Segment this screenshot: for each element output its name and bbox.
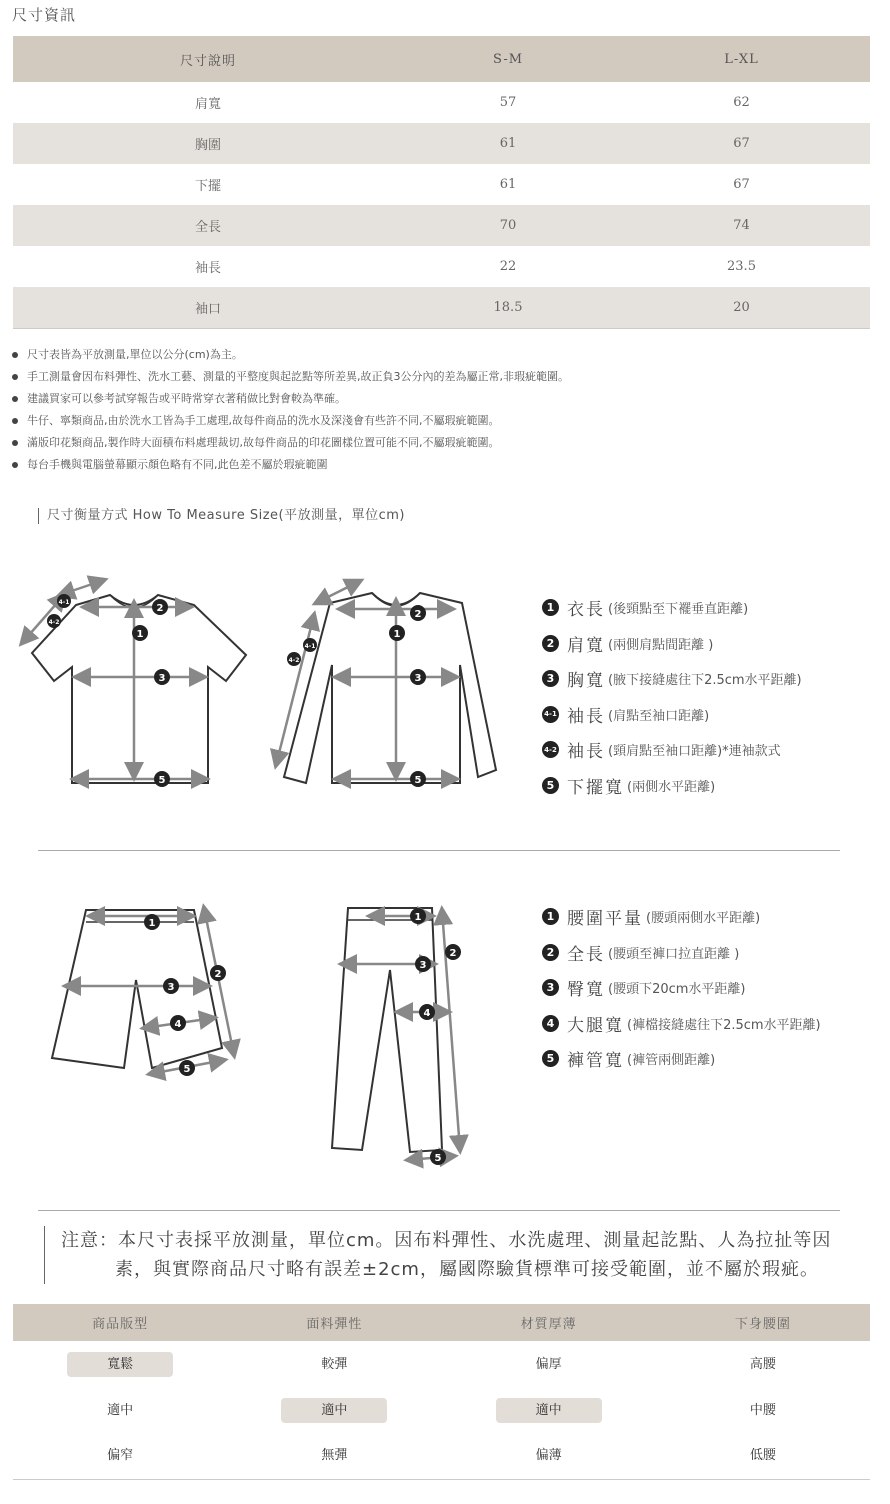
fit-option-selected: 寬鬆	[67, 1352, 173, 1377]
size-row-lxl: 74	[613, 205, 870, 246]
table-row	[13, 205, 870, 246]
shorts-diagram	[44, 900, 254, 1085]
page-title: 尺寸資訊	[12, 6, 77, 24]
attribute-cell	[227, 1387, 441, 1433]
legend-marker: 5	[542, 777, 559, 794]
legend-desc: (腋下接縫處往下2.5cm水平距離)	[608, 673, 802, 689]
attribute-table	[13, 1304, 870, 1480]
legend-marker: 2	[542, 944, 559, 961]
attribute-cell	[442, 1433, 656, 1479]
marker-3: 3	[414, 673, 422, 684]
table-row	[13, 123, 870, 164]
legend-item	[542, 590, 802, 626]
top-legend	[542, 590, 802, 803]
legend-item	[542, 626, 802, 662]
notice	[44, 1226, 844, 1284]
legend-name: 胸寬	[567, 671, 605, 692]
marker-4: 4	[423, 1008, 431, 1019]
legend-marker: 1	[542, 908, 559, 925]
attribute-cell	[656, 1433, 870, 1479]
note-item: 滿版印花類商品,製作時大面積布料處理裁切,故每件商品的印花圖樣位置可能不同,不屬瑕疵範圍。	[12, 434, 569, 456]
table-row	[13, 164, 870, 205]
legend-item	[542, 935, 821, 971]
bottom-legend	[542, 899, 821, 1077]
legend-name: 肩寬	[567, 635, 605, 656]
marker-3: 3	[419, 960, 427, 971]
pants-diagram	[320, 900, 480, 1170]
legend-marker: 5	[542, 1050, 559, 1067]
legend-name: 下擺寬	[567, 777, 624, 798]
size-row-sm: 61	[499, 177, 517, 192]
legend-item	[542, 768, 802, 804]
size-row-sm: 22	[499, 259, 517, 274]
legend-item	[542, 1006, 821, 1042]
divider	[38, 850, 840, 851]
attribute-cell	[13, 1433, 227, 1479]
legend-item	[542, 899, 821, 935]
legend-name: 衣長	[567, 600, 605, 621]
marker-2: 2	[214, 969, 222, 980]
legend-desc: (褲管兩側距離)	[627, 1053, 716, 1069]
size-header-lxl: L-XL	[613, 36, 870, 82]
legend-name: 臀寬	[567, 980, 605, 1001]
notes-list	[12, 346, 569, 478]
legend-item	[542, 970, 821, 1006]
attribute-header: 下身腰圍	[656, 1304, 870, 1341]
marker-3: 3	[158, 673, 166, 684]
attribute-cell	[227, 1341, 441, 1387]
table-row	[13, 246, 870, 287]
legend-marker: 4	[542, 1015, 559, 1032]
marker-4-2: 4-2	[288, 657, 300, 664]
size-row-lxl: 67	[733, 177, 750, 192]
legend-name: 大腿寬	[567, 1015, 624, 1036]
attribute-cell	[656, 1341, 870, 1387]
size-row-label: 袖口	[13, 287, 403, 328]
fit-option: 偏窄	[107, 1448, 134, 1464]
size-row-label: 下擺	[194, 179, 221, 194]
note-item: 建議買家可以參考試穿報告或平時常穿衣著稍做比對會較為準確。	[12, 390, 569, 412]
marker-4-1: 4-1	[58, 599, 70, 606]
note-item: 尺寸表皆為平放測量,單位以公分(cm)為主。	[12, 346, 569, 368]
table-row	[13, 1433, 870, 1479]
measure-heading: 尺寸衡量方式 How To Measure Size(平放測量，單位cm)	[38, 508, 405, 524]
size-row-lxl: 23.5	[727, 259, 756, 274]
legend-marker: 4-2	[542, 741, 559, 758]
thickness-option: 偏薄	[535, 1448, 562, 1464]
marker-4-1: 4-1	[304, 643, 316, 650]
legend-marker: 2	[542, 635, 559, 652]
thickness-option-selected: 適中	[496, 1398, 602, 1423]
marker-5: 5	[183, 1064, 191, 1075]
marker-5: 5	[158, 775, 166, 786]
legend-name: 袖長	[567, 742, 605, 763]
size-header-sm: S-M	[403, 36, 613, 82]
marker-1: 1	[393, 629, 401, 640]
legend-name: 褲管寬	[567, 1051, 624, 1072]
size-row-label: 肩寬	[194, 97, 221, 112]
attribute-header: 材質厚薄	[442, 1304, 656, 1341]
waist-option: 中腰	[749, 1402, 776, 1418]
legend-desc: (腰頭至褲口拉直距離 )	[608, 946, 740, 962]
attribute-header: 面料彈性	[227, 1304, 441, 1341]
notice-line-1: 注意：本尺寸表採平放測量，單位cm。因布料彈性、水洗處理、測量起訖點、人為拉扯等因	[61, 1230, 832, 1251]
waist-option: 高腰	[749, 1356, 776, 1372]
stretch-option-selected: 適中	[281, 1398, 387, 1423]
size-row-sm: 57	[499, 95, 517, 110]
attribute-cell	[442, 1341, 656, 1387]
legend-desc: (後頸點至下襬垂直距離)	[608, 602, 749, 618]
legend-marker: 4-1	[542, 706, 559, 723]
attribute-header-row	[13, 1304, 870, 1341]
marker-3: 3	[167, 982, 175, 993]
notice-line-2: 素，與實際商品尺寸略有誤差±2cm，屬國際驗貨標準可接受範圍，並不屬於瑕疵。	[115, 1259, 819, 1280]
note-item: 手工測量會因布料彈性、洗水工藝、測量的平整度與起訖點等所差異,故正負3公分內的差為屬正常,非瑕疵範圍。	[12, 368, 569, 390]
legend-marker: 3	[542, 670, 559, 687]
note-item: 每台手機與電腦螢幕顯示顏色略有不同,此色差不屬於瑕疵範圍	[12, 456, 569, 478]
size-row-lxl: 20	[613, 287, 870, 328]
size-row-lxl: 62	[733, 95, 750, 110]
marker-2: 2	[414, 609, 422, 620]
legend-desc: (腰頭兩側水平距離)	[646, 911, 761, 927]
table-row	[13, 1387, 870, 1433]
table-row	[13, 82, 870, 123]
legend-desc: (兩側水平距離)	[627, 779, 716, 795]
note-item: 牛仔、寧類商品,由於洗水工皆為手工處理,故每件商品的洗水及深淺會有些許不同,不屬瑕疵範圍。	[12, 412, 569, 434]
size-row-sm: 18.5	[403, 287, 613, 328]
attribute-cell	[13, 1387, 227, 1433]
legend-desc: (兩側肩點間距離 )	[608, 637, 714, 653]
longsleeve-diagram	[256, 565, 506, 795]
size-table	[13, 36, 870, 329]
attribute-cell	[227, 1433, 441, 1479]
marker-5: 5	[414, 775, 422, 786]
legend-name: 全長	[567, 944, 605, 965]
legend-name: 袖長	[567, 706, 605, 727]
marker-4: 4	[174, 1019, 182, 1030]
waist-option: 低腰	[749, 1448, 776, 1464]
legend-marker: 1	[542, 599, 559, 616]
legend-item	[542, 697, 802, 733]
attribute-cell	[442, 1387, 656, 1433]
marker-1: 1	[148, 918, 156, 929]
size-row-sm: 70	[403, 205, 613, 246]
attribute-cell	[13, 1341, 227, 1387]
legend-desc: (頸肩點至袖口距離)*連袖款式	[608, 744, 781, 760]
legend-marker: 3	[542, 979, 559, 996]
stretch-option: 無彈	[321, 1448, 348, 1464]
size-table-header	[13, 36, 870, 82]
table-row	[13, 287, 870, 328]
size-row-label: 胸圍	[13, 123, 403, 164]
size-row-label: 全長	[13, 205, 403, 246]
legend-name: 腰圍平量	[567, 909, 643, 930]
legend-desc: (褲檔接縫處往下2.5cm水平距離)	[627, 1017, 821, 1033]
marker-2: 2	[449, 948, 457, 959]
stretch-option: 較彈	[321, 1356, 348, 1372]
thickness-option: 偏厚	[535, 1356, 562, 1372]
marker-2: 2	[156, 603, 164, 614]
divider	[38, 1210, 840, 1211]
marker-1: 1	[136, 629, 144, 640]
size-row-label: 袖長	[194, 261, 221, 276]
attribute-cell	[656, 1387, 870, 1433]
size-row-sm: 61	[403, 123, 613, 164]
legend-item	[542, 1041, 821, 1077]
marker-1: 1	[414, 912, 422, 923]
legend-item	[542, 732, 802, 768]
size-header-label: 尺寸說明	[13, 36, 403, 82]
tshirt-diagram	[14, 565, 264, 795]
table-row	[13, 1341, 870, 1387]
marker-4-2: 4-2	[48, 619, 60, 626]
fit-option: 適中	[107, 1402, 134, 1418]
legend-desc: (肩點至袖口距離)	[608, 708, 710, 724]
legend-item	[542, 661, 802, 697]
size-row-lxl: 67	[613, 123, 870, 164]
attribute-header: 商品版型	[13, 1304, 227, 1341]
marker-5: 5	[434, 1153, 442, 1164]
legend-desc: (腰頭下20cm水平距離)	[608, 982, 746, 998]
